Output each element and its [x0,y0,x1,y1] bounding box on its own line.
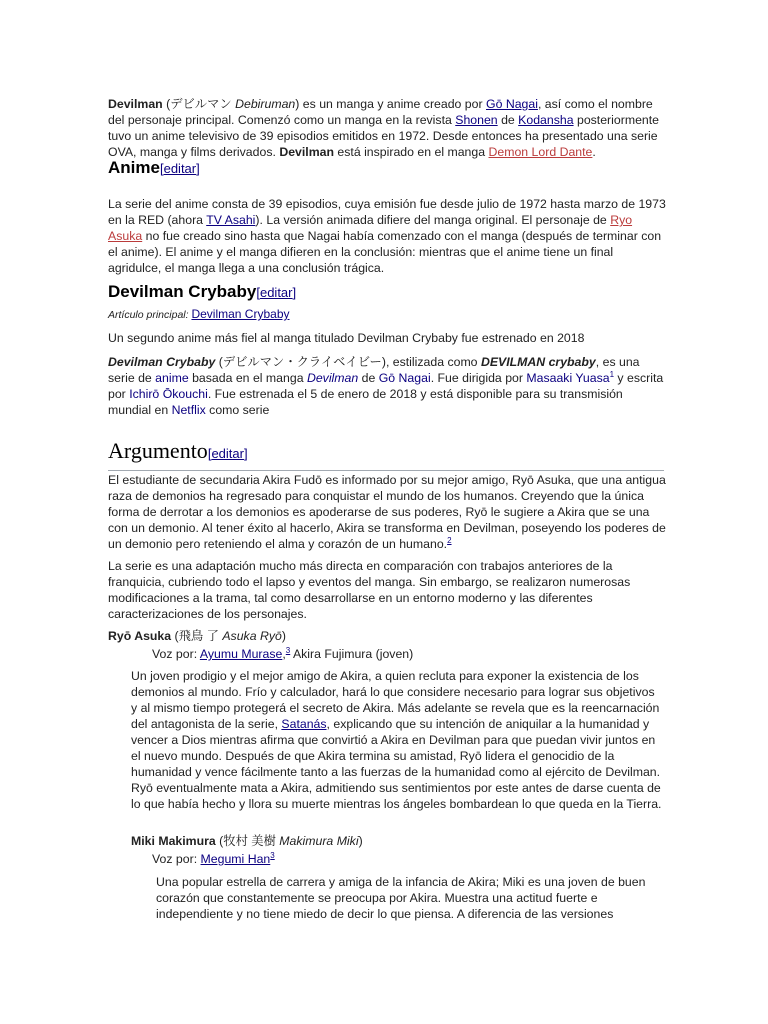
intro-romaji: Debiruman [235,97,296,111]
link-go-nagai-2[interactable]: Gō Nagai [378,371,431,385]
crybaby-styled-title: DEVILMAN crybaby [480,355,596,369]
reference-3-miki[interactable]: 3 [270,850,275,860]
intro-paragraph: Devilman (デビルマン Debiruman) es un manga y anime creado por Gō Nagai, así como el nombre del personaje principal. Comenzó como un manga en la revista Shonen de Kodansha posteriormente tuvo un anime televisivo de 39 episodios emitidos en 1972. Desde entonces ha presentado una serie OVA, manga y films derivados. Devilman está inspirado en el manga Demon Lord Dante. Anime[editar] [108,97,659,177]
ryo-name: Ryō Asuka [108,629,172,643]
crybaby-edit-link[interactable]: editar [259,285,293,300]
argumento-heading-row: Argumento[editar] [108,438,664,471]
argumento-edit-link[interactable]: editar [211,446,244,461]
link-devilman[interactable]: Devilman [306,371,359,385]
crybaby-paragraph-1: Un segundo anime más fiel al manga titulado Devilman Crybaby fue estrenado en 2018 [108,331,585,345]
link-anime[interactable]: anime [155,371,189,385]
crybaby-title: Devilman Crybaby [108,355,216,369]
miki-romaji: Makimura Miki [279,834,359,848]
ryo-japanese: 飛鳥 了 [178,629,219,643]
character-ryo-asuka: Ryō Asuka (飛鳥 了 Asuka Ryō) [108,629,286,643]
crybaby-paragraph-2: Devilman Crybaby (デビルマン・クライベイビー), estilizada como DEVILMAN crybaby, es una serie de anime basada en el manga Devilman de Gō Nagai. Fue dirigida por Masaaki Yuasa$^1$ y escrita por Ichirō Ōkouchi. Fue estrenada el 5 de enero de 2018 y está disponible para su transmisión mundial en Netflix como serie [108,355,664,417]
reference-2[interactable]: 2 [447,535,452,545]
ryo-description: Un joven prodigio y el mejor amigo de Akira, a quien recluta para exponer la existencia de los demonios al mundo. Frío y calculador, hará lo que considere necesario para lograr sus objetivos y al mismo tiempo protegerá el secreto de Akira. Más adelante se revela que es la reencarnación del antagonista de la serie, Satanás, explicando que su intención de aniquilar a la humanidad y vencer a Dios mientras afirma que convirtió a Akira en Devilman para que puedan vivir juntos en el nuevo mundo. Después de que Akira termina su amistad, Ryō lidera el genocidio de la humanidad y vence fácilmente tanto a las fuerzas de la humanidad como al ejército de Devilman. Ryō eventualmente mata a Akira, admitiendo sus sentimientos por este antes de darse cuenta de lo que había hecho y llora su muerte mientras los ángeles bombardean lo que queda en la Tierra. [131,669,662,811]
link-go-nagai[interactable]: Gō Nagai [486,97,538,111]
link-shonen[interactable]: Shonen [455,113,498,127]
miki-voice-line: Voz por: Megumi Han$^3$ [152,850,275,866]
anime-heading: Anime [108,158,160,177]
crybaby-heading: Devilman Crybaby [108,282,257,301]
link-netflix[interactable]: Netflix [171,403,206,417]
link-kodansha[interactable]: Kodansha [518,113,574,127]
argumento-heading: Argumento [108,438,208,463]
reference-1[interactable]: 1 [609,369,615,379]
argumento-paragraph-1: El estudiante de secundaria Akira Fudō es informado por su mejor amigo, Ryō Asuka, que una antigua raza de demonios ha regresado para conquistar el mundo de los humanos. Creyendo que la única forma de derrotar a los demonios es apoderarse de sus poderes, Ryō le sugiere a Akira que se una con un demonio. Al tener éxito al hacerlo, Akira se transforma en Devilman, poseyendo los poderes de un demonio pero reteniendo el alma y corazón de un humano.$^2$ [108,473,666,551]
link-demon-lord-dante[interactable]: Demon Lord Dante [488,145,593,159]
anime-paragraph: La serie del anime consta de 39 episodios, cuya emisión fue desde julio de 1972 hasta marzo de 1973 en la RED (ahora TV Asahi). La versión animada difiere del manga original. El personaje de Ryo Asuka no fue creado sino hasta que Nagai había comenzado con el manga (después de terminar con el anime). El anime y el manga difieren en la conclusión: mientras que el anime tiene un final agridulce, el manga llega a una conclusión trágica. [108,197,666,275]
intro-japanese: デビルマン [170,97,232,111]
link-ayumu-murase[interactable]: Ayumu Murase [199,647,283,661]
link-tv-asahi[interactable]: TV Asahi [206,213,256,227]
miki-name: Miki Makimura [131,834,216,848]
link-ichiro-okouchi[interactable]: Ichirō Ōkouchi [129,387,208,401]
link-satanas[interactable]: Satanás [281,717,327,731]
crybaby-hatnote: Artículo principal: Devilman Crybaby [108,307,290,321]
link-masaaki-yuasa[interactable]: Masaaki Yuasa [526,371,610,385]
reference-3[interactable]: 3 [285,645,291,655]
link-crybaby-main-article[interactable]: Devilman Crybaby [191,307,290,321]
character-miki-makimura: Miki Makimura (牧村 美樹 Makimura Miki) [131,834,363,848]
link-ryo-asuka[interactable]: Ryo Asuka [108,213,633,243]
crybaby-heading-row: Devilman Crybaby[editar] [108,282,297,301]
intro-title: Devilman [108,97,163,111]
ryo-voice-line: Voz por: Ayumu Murase,$^3$ Akira Fujimura (joven) [152,645,414,661]
argumento-paragraph-2: La serie es una adaptación mucho más directa en comparación con trabajos anteriores de la franquicia, cubriendo todo el lapso y eventos del manga. Sin embargo, se realizaron numerosas modificaciones a la trama, tal como desarrollarse en un entorno moderno y las diferentes caracterizaciones de los personajes. [108,559,631,621]
ryo-romaji: Asuka Ryō [222,629,282,643]
link-megumi-han[interactable]: Megumi Han [200,852,271,866]
miki-description: Una popular estrella de carrera y amiga de la infancia de Akira; Miki es una joven de buen corazón que constantemente se preocupa por Akira. Muestra una actitud fuerte e independiente y no tiene miedo de decir lo que piensa. A diferencia de las versiones [156,875,646,921]
intro-title-2: Devilman [279,145,334,159]
crybaby-japanese: デビルマン・クライベイビー [222,355,382,369]
anime-edit-link[interactable]: editar [163,161,197,176]
miki-japanese: 牧村 美樹 [223,834,276,848]
